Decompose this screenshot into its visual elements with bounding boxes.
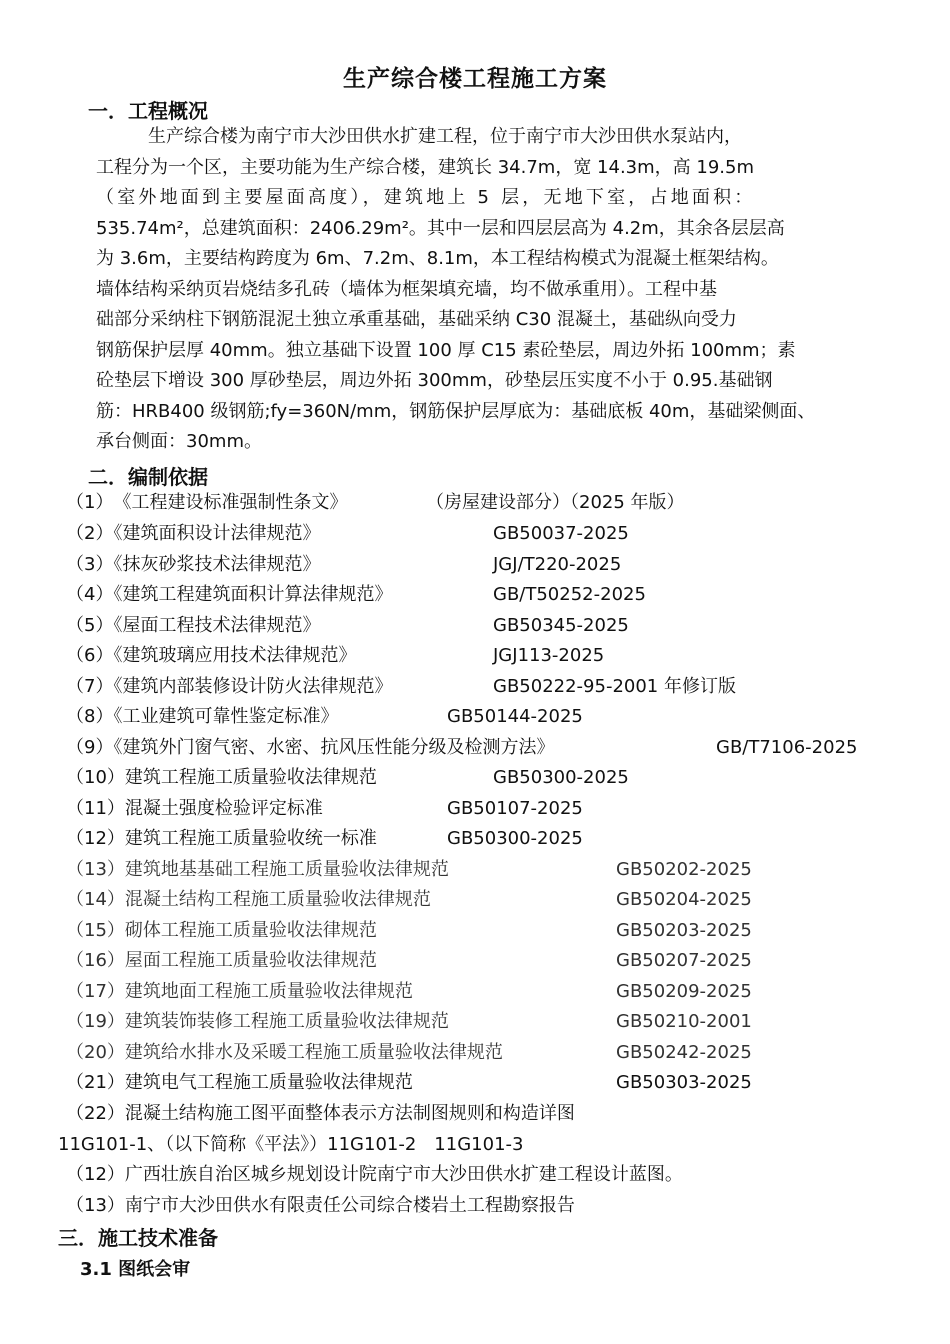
reference-code: GB50222-95-2001 年修订版 [493,676,736,697]
reference-name: 《抹灰砂浆技术法律规范》 [113,554,321,575]
body-line: 生产综合楼为南宁市大沙田供水扩建工程，位于南宁市大沙田供水泵站内， [148,126,742,147]
reference-number: （11） [66,798,125,819]
reference-item [66,488,685,518]
reference-number: （15） [66,920,125,941]
reference-code: GB50107-2025 [447,798,583,819]
reference-item [66,1007,752,1037]
reference-name: 《建筑工程建筑面积计算法律规范》 [113,584,393,605]
reference-22-line-1: （22）混凝土结构施工图平面整体表示方法制图规则和构造详图 [66,1103,575,1124]
reference-name: 建筑给水排水及采暖工程施工质量验收法律规范 [124,1042,503,1063]
reference-item-extra-2: （13）南宁市大沙田供水有限责任公司综合楼岩土工程勘察报告 [66,1195,575,1216]
reference-code: GB50345-2025 [493,615,629,636]
body-line: 承台侧面：30mm。 [96,431,262,452]
reference-item [66,641,605,671]
reference-name: 《建筑玻璃应用技术法律规范》 [113,645,357,666]
reference-item [66,580,646,610]
reference-item [66,977,752,1007]
reference-item [66,824,583,854]
reference-code: JGJ113-2025 [493,645,605,666]
reference-number: （12） [66,828,125,849]
reference-item [66,946,752,976]
reference-number: （6） [66,645,114,666]
reference-code: GB50202-2025 [616,859,752,880]
body-line: 础部分采纳柱下钢筋混泥土独立承重基础，基础采纳 C30 混凝土，基础纵向受力 [96,309,737,330]
reference-22-line-2: 11G101-1、（以下简称《平法》）11G101-2 11G101-3 [58,1133,524,1155]
body-line: 筋：HRB400 级钢筋;fy=360N/mm，钢筋保护层厚底为：基础底板 40m，基础梁侧面、 [96,400,816,422]
reference-name: 混凝土强度检验评定标准 [124,798,323,819]
reference-code: （房屋建设部分）（2025 年版） [426,492,685,513]
body-line: 为 3.6m，主要结构跨度为 6m、7.2m、8.1m，本工程结构模式为混凝土框架结构。 [96,248,779,269]
section-3-1-label: 3.1 图纸会审 [80,1259,191,1280]
section-3-1-heading [80,1255,190,1281]
reference-name: 《屋面工程技术法律规范》 [113,615,321,636]
reference-name: 建筑装饰装修工程施工质量验收法律规范 [124,1011,449,1032]
reference-name: 建筑地面工程施工质量验收法律规范 [124,981,413,1002]
reference-item-22 [58,1099,888,1160]
reference-name: 砌体工程施工质量验收法律规范 [124,920,377,941]
reference-name: 屋面工程施工质量验收法律规范 [124,950,377,971]
reference-code: GB50209-2025 [616,981,752,1002]
body-line: 墙体结构采纳页岩烧结多孔砖（墙体为框架填充墙，均不做承重用）。工程中基 [96,278,717,300]
reference-name: 《建筑内部装修设计防火法律规范》 [113,676,393,697]
document-title: 生产综合楼工程施工方案 [343,66,607,92]
reference-name: 《建筑外门窗气密、水密、抗风压性能分级及检测方法》 [113,737,555,758]
reference-name: 建筑工程施工质量验收统一标准 [124,828,377,849]
reference-item [66,794,583,824]
reference-number: （16） [66,950,125,971]
reference-code: GB50210-2001 [616,1011,752,1032]
reference-code: GB50144-2025 [447,706,583,727]
reference-number: （7） [66,676,114,697]
reference-code: GB50037-2025 [493,523,629,544]
reference-name: 《工程建设标准强制性条文》 [113,492,348,513]
section-1-heading: 一．工程概况 [88,99,208,123]
reference-number: （10） [66,767,125,788]
body-line: 工程分为一个区，主要功能为生产综合楼，建筑长 34.7m，宽 14.3m，高 19.5m [96,156,754,178]
reference-code: GB/T7106-2025 [716,737,858,758]
reference-item [66,1068,752,1098]
reference-number: （19） [66,1011,125,1032]
reference-code: GB50203-2025 [616,920,752,941]
reference-item [66,885,752,915]
reference-number: （5） [66,615,114,636]
reference-number: （9） [66,737,114,758]
reference-number: （2） [66,523,114,544]
reference-item [66,611,629,641]
reference-name: 建筑工程施工质量验收法律规范 [124,767,377,788]
reference-code: GB/T50252-2025 [493,584,646,605]
reference-code: GB50207-2025 [616,950,752,971]
reference-number: （14） [66,889,125,910]
reference-item [66,855,752,885]
reference-number: （21） [66,1072,125,1093]
section-1-body [96,122,896,458]
reference-number: （17） [66,981,125,1002]
body-line: （室外地面到主要屋面高度），建筑地上 5 层，无地下室，占地面积： [96,187,756,208]
reference-item [66,916,752,946]
reference-number: （3） [66,554,114,575]
reference-item [66,672,736,702]
reference-code: GB50300-2025 [447,828,583,849]
reference-name: 建筑地基基础工程施工质量验收法律规范 [124,859,449,880]
reference-number: （13） [66,859,125,880]
reference-number: （8） [66,706,114,727]
section-2-heading: 二．编制依据 [88,465,208,489]
reference-code: GB50303-2025 [616,1072,752,1093]
reference-item [66,1038,752,1068]
reference-code: GB50300-2025 [493,767,629,788]
reference-number: （20） [66,1042,125,1063]
reference-item-extra-1: （12）广西壮族自治区城乡规划设计院南宁市大沙田供水扩建工程设计蓝图。 [66,1164,683,1185]
reference-item [66,763,629,793]
reference-name: 《工业建筑可靠性鉴定标准》 [113,706,339,727]
reference-name: 建筑电气工程施工质量验收法律规范 [124,1072,413,1093]
body-line: 535.74m²，总建筑面积：2406.29m²。其中一层和四层层高为 4.2m，其余各层层高 [96,217,785,239]
reference-name: 《建筑面积设计法律规范》 [113,523,321,544]
reference-name: 混凝土结构工程施工质量验收法律规范 [124,889,431,910]
section-3-heading: 三．施工技术准备 [58,1226,218,1250]
reference-item [66,550,622,580]
reference-number: （4） [66,584,114,605]
reference-item [66,733,858,763]
reference-item [66,519,629,549]
body-line: 钢筋保护层厚 40mm。独立基础下设置 100 厚 C15 素砼垫层，周边外拓 100mm；素 [96,339,796,361]
reference-code: JGJ/T220-2025 [493,554,622,575]
reference-code: GB50242-2025 [616,1042,752,1063]
body-line: 砼垫层下增设 300 厚砂垫层，周边外拓 300mm，砂垫层压实度不小于 0.95.基础钢 [96,370,773,391]
reference-code: GB50204-2025 [616,889,752,910]
reference-number: （1） [66,492,114,513]
reference-item [66,702,583,732]
